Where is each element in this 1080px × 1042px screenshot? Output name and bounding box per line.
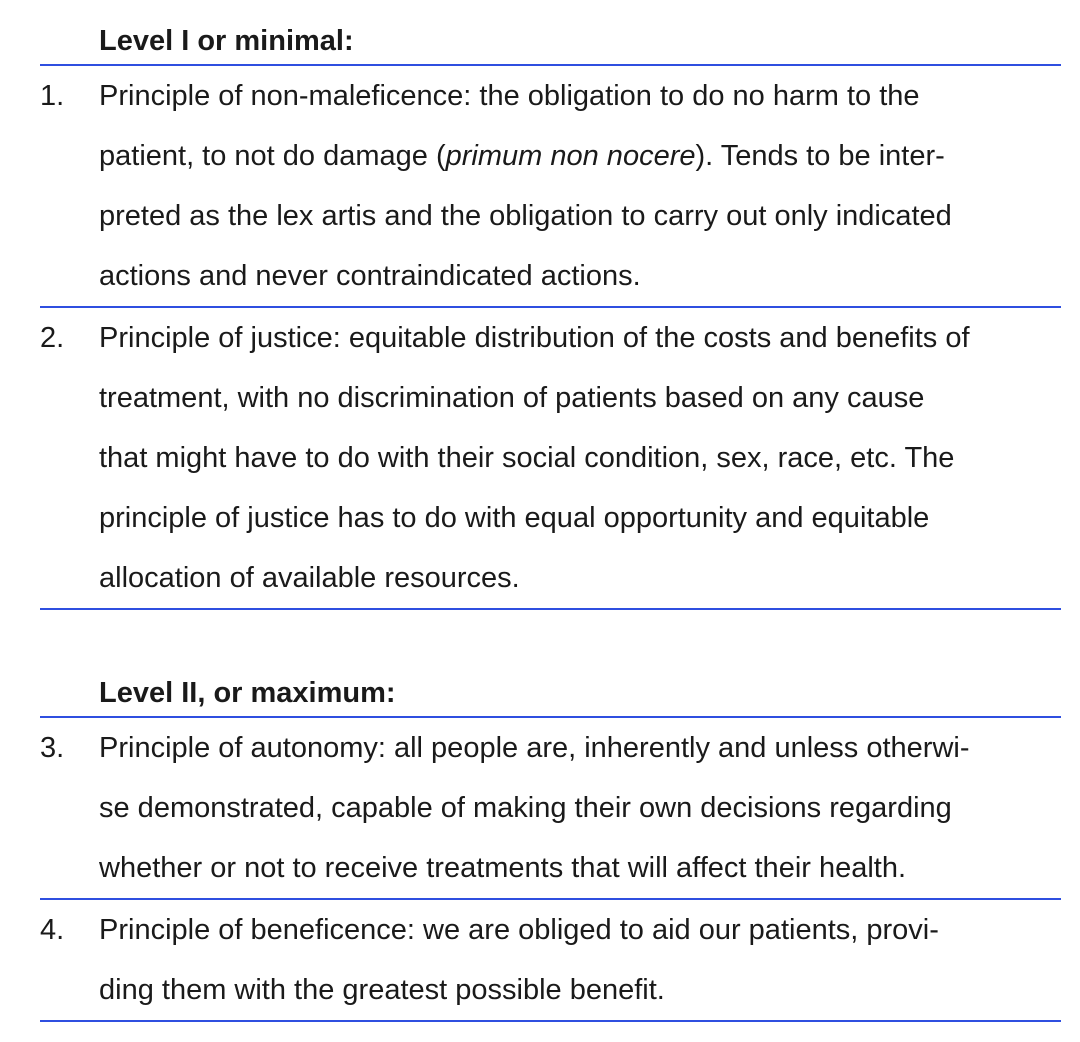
item-text: Principle of justice: equitable distribution of the costs and benefits of treatment, with no discrimination of patients based on any cause that might have to do with their social condition, sex, race, etc. The principle of justice has to do with equal opportunity and equitable allocation of available resources.	[99, 322, 970, 594]
list-item	[40, 66, 1061, 308]
item-text: Principle of non-maleficence: the obligation to do no harm to the patient, to not do damage (primum non nocere). Tends to be inter- preted as the lex artis and the obligation to carry out only indicated actions and never contraindicated actions.	[99, 80, 952, 292]
list-item	[40, 900, 1061, 1022]
latin-phrase: primum non nocere	[445, 140, 696, 172]
item-text: Principle of autonomy: all people are, inherently and unless otherwi- se demonstrated, capable of making their own decisions regarding whether or not to receive treatments that will affect their health.	[99, 732, 970, 884]
item-number: 1.	[40, 80, 65, 112]
item-number: 3.	[40, 732, 65, 764]
level-2-section	[40, 652, 1061, 1022]
list-item	[40, 718, 1061, 900]
item-number: 4.	[40, 914, 65, 946]
item-text: Principle of beneficence: we are obliged to aid our patients, provi- ding them with the greatest possible benefit.	[99, 914, 939, 1006]
list-item	[40, 308, 1061, 610]
level-1-heading: Level I or minimal:	[40, 0, 1061, 66]
item-number: 2.	[40, 322, 65, 354]
level-2-heading: Level II, or maximum:	[40, 652, 1061, 718]
level-1-section	[40, 0, 1061, 610]
